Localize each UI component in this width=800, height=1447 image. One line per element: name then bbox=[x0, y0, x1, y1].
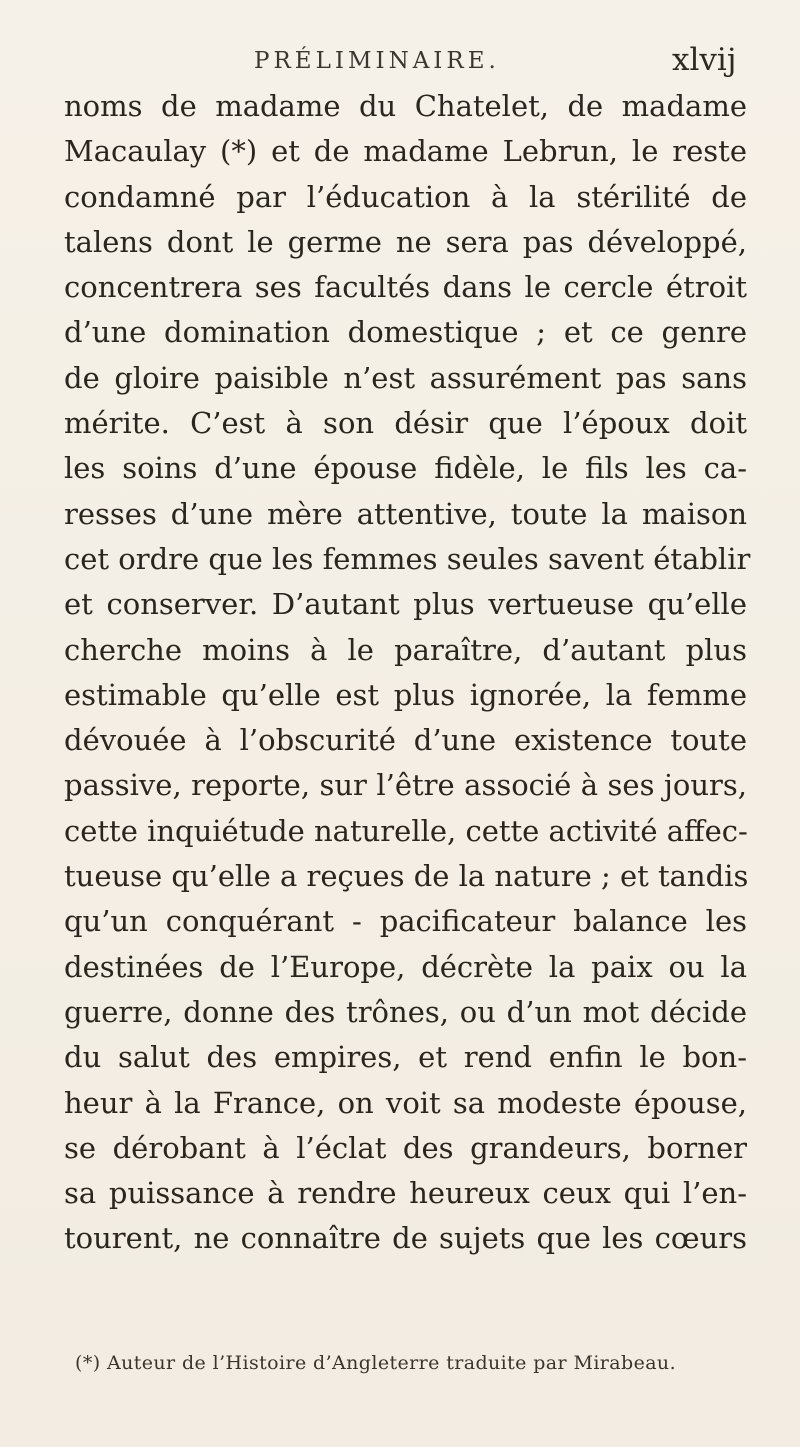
footnote: (*) Auteur de l’Histoire d’Angleterre traduite par Mirabeau. bbox=[75, 1352, 677, 1374]
text-line: Macaulay (*) et de madame Lebrun, le reste bbox=[64, 134, 747, 169]
text-line: se dérobant à l’éclat des grandeurs, borner bbox=[64, 1130, 747, 1165]
text-line: heur à la France, on voit sa modeste épouse, bbox=[64, 1085, 747, 1120]
running-head bbox=[0, 42, 800, 82]
text-line: cherche moins à le paraître, d’autant plus bbox=[64, 632, 747, 667]
text-line: qu’un conquérant - pacificateur balance les bbox=[64, 904, 747, 939]
running-title: PRÉLIMINAIRE. bbox=[254, 48, 500, 74]
text-line: tourent, ne connaître de sujets que les cœurs bbox=[64, 1221, 747, 1256]
text-line: noms de madame du Chatelet, de madame bbox=[64, 89, 747, 123]
text-line: dévouée à l’obscurité d’une existence toute bbox=[64, 723, 747, 758]
text-line: sa puissance à rendre heureux ceux qui l’en- bbox=[64, 1176, 747, 1211]
text-line: de gloire paisible n’est assurément pas sans bbox=[64, 360, 747, 395]
text-line: mérite. C’est à son désir que l’époux doit bbox=[64, 406, 747, 441]
text-line: talens dont le germe ne sera pas développé, bbox=[64, 224, 747, 259]
text-line: d’une domination domestique ; et ce genre bbox=[64, 315, 747, 350]
text-line: estimable qu’elle est plus ignorée, la femme bbox=[64, 677, 747, 712]
text-line: guerre, donne des trônes, ou d’un mot décide bbox=[64, 994, 747, 1029]
text-line: passive, reporte, sur l’être associé à ses jours, bbox=[64, 768, 747, 803]
text-line: du salut des empires, et rend enfin le bon- bbox=[64, 1040, 747, 1075]
text-line: les soins d’une épouse fidèle, le fils les ca- bbox=[64, 451, 747, 486]
text-line: cette inquiétude naturelle, cette activité affec- bbox=[64, 813, 748, 848]
text-line: et conserver. D’autant plus vertueuse qu’elle bbox=[64, 587, 747, 622]
text-line: tueuse qu’elle a reçues de la nature ; et tandis bbox=[64, 859, 749, 894]
text-line: destinées de l’Europe, décrète la paix ou la bbox=[64, 949, 747, 984]
text-line: condamné par l’éducation à la stérilité de bbox=[64, 179, 747, 214]
text-line: resses d’une mère attentive, toute la maison bbox=[64, 496, 747, 531]
body-text bbox=[64, 84, 751, 1262]
page-number: xlvij bbox=[672, 42, 737, 78]
text-line: cet ordre que les femmes seules savent établir bbox=[64, 541, 751, 576]
text-line: concentrera ses facultés dans le cercle étroit bbox=[64, 270, 747, 305]
